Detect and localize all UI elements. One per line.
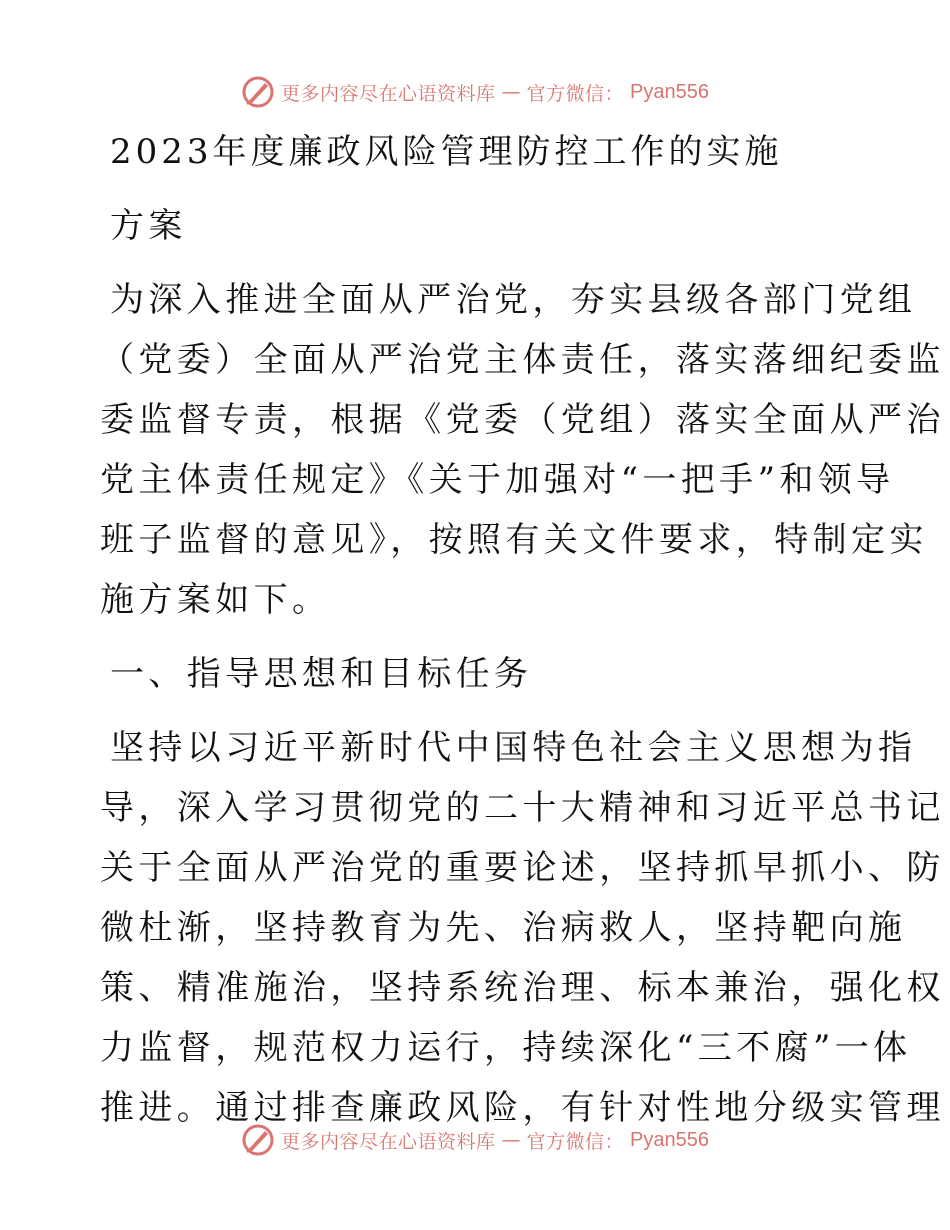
section-1-line: 力监督，规范权力运行，持续深化“三不腐”一体 [100,1028,912,1068]
watermark-brand-text: 更多内容尽在心语资料库 [281,82,496,105]
section-1-heading: 一、指导思想和目标任务 [110,654,533,694]
watermark-separator: — [501,1129,521,1151]
section-1-line: 微杜渐，坚持教育为先、治病救人，坚持靶向施 [100,908,907,948]
section-1-line: 推进。通过排查廉政风险，有针对性地分级实管理 [100,1088,945,1128]
document-title-line-1: 2023年度廉政风险管理防控工作的实施 [110,132,783,172]
quill-logo-icon [241,75,275,109]
intro-line: （党委）全面从严治党主体责任，落实落细纪委监 [100,340,945,380]
section-1-paragraph [100,718,945,1138]
watermark-footer [0,1120,950,1160]
intro-paragraph [100,270,945,630]
section-1-line: 导，深入学习贯彻党的二十大精神和习近平总书记 [100,788,945,828]
document-title-line-2: 方案 [110,206,187,246]
section-1-line: 坚持以习近平新时代中国特色社会主义思想为指 [110,728,917,768]
intro-line: 党主体责任规定》《关于加强对“一把手”和领导 [100,460,895,500]
watermark-brand-text: 更多内容尽在心语资料库 [281,1130,496,1153]
quill-logo-icon [241,1123,275,1157]
intro-line: 为深入推进全面从严治党，夯实县级各部门党组 [110,280,917,320]
watermark-wechat-label: 官方微信： [526,1130,625,1153]
watermark-wechat-label: 官方微信： [526,82,625,105]
intro-line: 施方案如下。 [100,580,331,620]
watermark-wechat-id: Pyan556 [630,80,709,103]
watermark-separator: — [501,81,521,103]
intro-line: 班子监督的意见》，按照有关文件要求，特制定实 [100,520,928,560]
section-1-line: 关于全面从严治党的重要论述，坚持抓早抓小、防 [100,848,945,888]
watermark-header [0,72,950,112]
document-body [100,122,945,1138]
watermark-wechat-id: Pyan556 [630,1128,709,1151]
intro-line: 委监督专责，根据《党委（党组）落实全面从严治 [100,400,945,440]
section-1-line: 策、精准施治，坚持系统治理、标本兼治，强化权 [100,968,945,1008]
